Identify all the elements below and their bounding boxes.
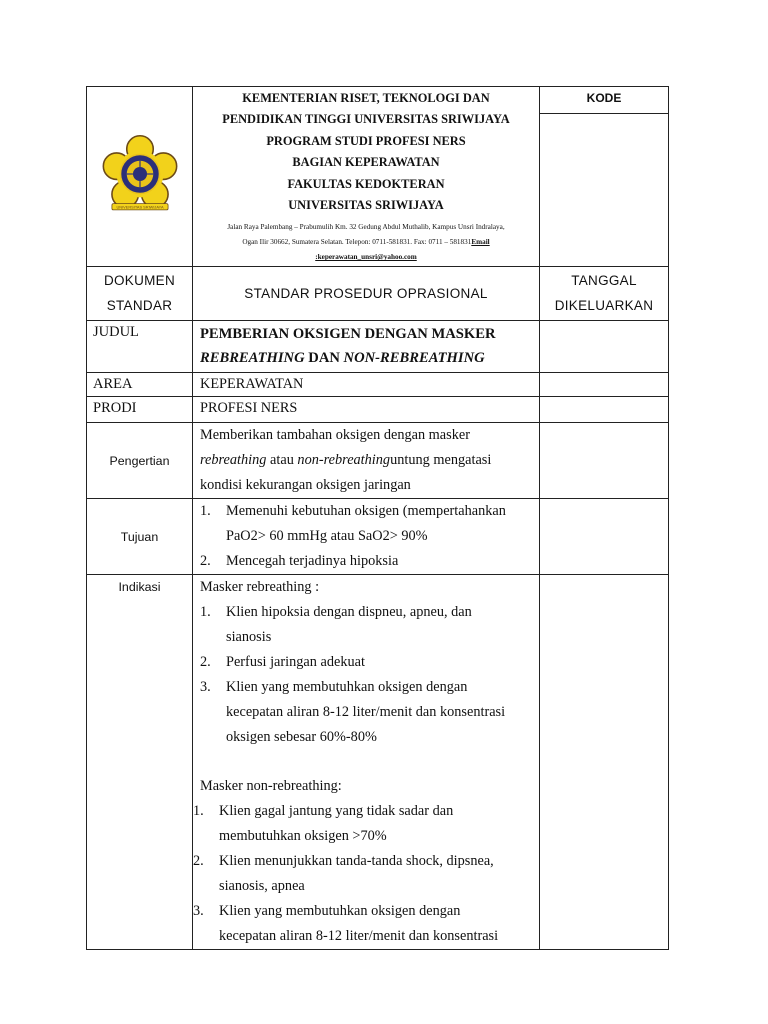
area-label: AREA [87, 373, 193, 397]
judul-label: JUDUL [87, 321, 193, 373]
institution-header [193, 87, 540, 267]
list-number: 2. [193, 853, 204, 870]
tujuan-row [87, 499, 669, 575]
judul-row [87, 321, 669, 373]
list-number: 1. [200, 503, 211, 520]
pengertian-empty-cell [540, 423, 669, 499]
spacer [200, 750, 535, 774]
judul-empty-cell [540, 321, 669, 373]
indikasi-label: Indikasi [87, 575, 193, 950]
dokumen-label: DOKUMEN [103, 273, 176, 289]
list-text: kecepatan aliran 8-12 liter/menit dan konsentrasi [226, 704, 506, 721]
standar-label: STANDAR [106, 298, 173, 314]
list-text: membutuhkan oksigen >70% [219, 828, 387, 845]
address-line-1: Jalan Raya Palembang – Prabumulih Km. 32 Gedung Abdul Muthalib, Kampus Unsri Indralaya, [227, 223, 505, 232]
rebreathing-list [200, 600, 535, 750]
list-text: PaO2> 60 mmHg atau SaO2> 90% [226, 528, 428, 545]
university-logo-icon [101, 135, 179, 213]
list-text: sianosis [226, 629, 272, 646]
list-item [200, 600, 535, 650]
pengertian-rebreathing: rebreathing [200, 452, 267, 469]
area-value: KEPERAWATAN [193, 373, 540, 397]
list-text: Klien gagal jantung yang tidak sadar dan [219, 803, 454, 820]
list-number: 1. [200, 604, 211, 621]
tujuan-label: Tujuan [87, 499, 193, 575]
header-line-1: KEMENTERIAN RISET, TEKNOLOGI DAN [242, 91, 490, 105]
kode-label: KODE [540, 87, 668, 114]
indikasi-value [193, 575, 540, 950]
pengertian-value [193, 423, 540, 499]
dokumen-standar-cell [87, 267, 193, 321]
list-text: Klien yang membutuhkan oksigen dengan [219, 903, 461, 920]
logo-cell [87, 87, 193, 267]
document-row [87, 267, 669, 321]
pengertian-line-1: Memberikan tambahan oksigen dengan masker [200, 427, 470, 444]
list-text: Klien menunjukkan tanda-tanda shock, dipsnea, [219, 853, 494, 870]
pengertian-line-2 [200, 448, 535, 473]
list-item [200, 549, 535, 574]
list-item [193, 799, 535, 849]
header-line-2: PENDIDIKAN TINGGI UNIVERSITAS SRIWIJAYA [222, 112, 510, 127]
list-text: Klien yang membutuhkan oksigen dengan [226, 679, 468, 696]
judul-value [193, 321, 540, 373]
judul-line-2 [200, 346, 539, 370]
header-line-3: PROGRAM STUDI PROFESI NERS [266, 133, 466, 148]
tujuan-empty-cell [540, 499, 669, 575]
non-rebreathing-heading: Masker non-rebreathing: [200, 778, 342, 795]
sop-title: STANDAR PROSEDUR OPRASIONAL [193, 267, 540, 321]
pengertian-non-rebreathing: non-rebreathing [297, 452, 391, 469]
list-number: 3. [193, 903, 204, 920]
tanggal-cell [540, 267, 669, 321]
non-rebreathing-list [193, 799, 535, 949]
list-text: kecepatan aliran 8-12 liter/menit dan konsentrasi [219, 928, 499, 945]
kode-cell [540, 87, 669, 267]
logo-text: UNIVERSITAS SRIWIJAYA [115, 204, 164, 210]
sop-document [86, 86, 668, 950]
judul-dan: DAN [304, 350, 344, 367]
pengertian-atau: atau [266, 452, 298, 469]
list-number: 3. [200, 679, 211, 696]
dikeluarkan-label: DIKELUARKAN [554, 298, 654, 314]
indikasi-row [87, 575, 669, 950]
email-link[interactable]: :keperawatan_unsri@yahoo.com [315, 253, 417, 262]
list-text: Perfusi jaringan adekuat [226, 654, 365, 671]
list-item [200, 650, 535, 675]
pengertian-untung: untung mengatasi [390, 452, 492, 469]
judul-line-1: PEMBERIAN OKSIGEN DENGAN MASKER [200, 326, 496, 343]
prodi-value: PROFESI NERS [193, 397, 540, 423]
tujuan-list [200, 499, 535, 574]
header-line-5: FAKULTAS KEDOKTERAN [287, 176, 445, 191]
list-text: Memenuhi kebutuhan oksigen (mempertahankan [226, 503, 506, 520]
header-line-6: UNIVERSITAS SRIWIJAYA [288, 198, 444, 213]
pengertian-label: Pengertian [87, 423, 193, 499]
list-number: 2. [200, 553, 211, 570]
rebreathing-heading: Masker rebreathing : [200, 579, 320, 596]
address-line-2 [197, 235, 535, 250]
email-label: Email [471, 238, 490, 247]
list-text: sianosis, apnea [219, 878, 305, 895]
list-number: 2. [200, 654, 211, 671]
address-line-2-text: Ogan Ilir 30662, Sumatera Selatan. Telepon: 0711-581831. Fax: 0711 – 581831 [242, 238, 472, 247]
institution-name [193, 87, 539, 216]
pengertian-row [87, 423, 669, 499]
list-item [200, 499, 535, 549]
prodi-empty-cell [540, 397, 669, 423]
prodi-label: PRODI [87, 397, 193, 423]
list-number: 1. [193, 803, 204, 820]
list-item [193, 849, 535, 899]
institution-address [193, 216, 539, 266]
tujuan-value [193, 499, 540, 575]
sop-table [86, 86, 669, 950]
indikasi-empty-cell [540, 575, 669, 950]
tanggal-label: TANGGAL [571, 273, 637, 289]
prodi-row [87, 397, 669, 423]
list-item [193, 899, 535, 949]
judul-rebreathing: REBREATHING [200, 350, 305, 367]
pengertian-line-3: kondisi kekurangan oksigen jaringan [200, 477, 411, 494]
list-text: oksigen sebesar 60%-80% [226, 729, 377, 746]
area-empty-cell [540, 373, 669, 397]
area-row [87, 373, 669, 397]
list-text: Klien hipoksia dengan dispneu, apneu, dan [226, 604, 472, 621]
list-item [200, 675, 535, 750]
header-row [87, 87, 669, 267]
judul-non-rebreathing: NON-REBREATHING [343, 350, 485, 367]
list-text: Mencegah terjadinya hipoksia [226, 553, 399, 570]
header-line-4: BAGIAN KEPERAWATAN [292, 155, 440, 170]
